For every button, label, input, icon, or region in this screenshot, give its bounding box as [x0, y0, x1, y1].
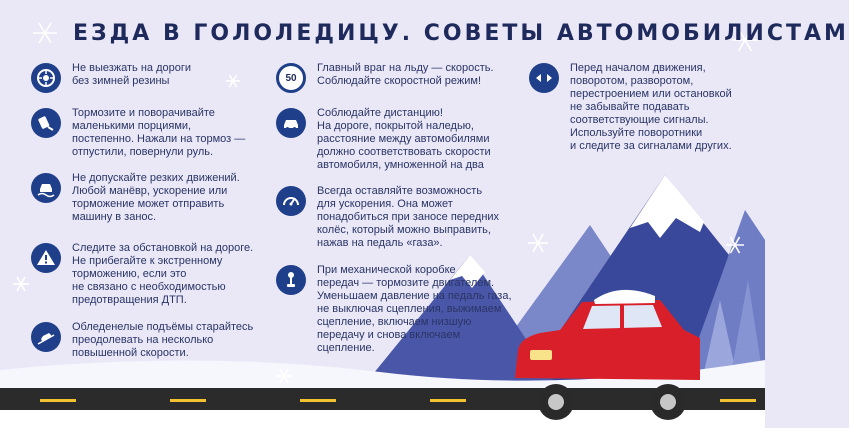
speed-limit-50-icon: [276, 63, 306, 93]
turn-signal-icon: [529, 63, 559, 93]
gear-shift-icon: [276, 265, 306, 295]
tip-text: Тормозите и поворачивайте маленькими порциями, постепенно. Нажали на тормоз — отпустили, повернули руль.: [72, 107, 246, 158]
tip-text: Не выезжать на дороги без зимней резины: [72, 62, 192, 87]
road-marking: [170, 399, 206, 402]
snowflake-icon: [33, 23, 57, 43]
tip-no-sudden-moves: [31, 172, 271, 224]
tip-text: Не допускайте резких движений. Любой манёвр, ускорение или торможение может отправить машину в занос.: [72, 172, 240, 223]
tip-text: Следите за обстановкой на дороге. Не прибегайте к экстренному торможению, если это не связано с необходимостью предотвращения ДТП.: [72, 242, 254, 306]
page-title: ЕЗДА В ГОЛОЛЕДИЦУ. СОВЕТЫ АВТОМОБИЛИСТАМ: [73, 21, 849, 46]
tip-winter-tires: [31, 62, 266, 93]
tip-icy-uphill: [31, 321, 271, 360]
speed-limit-label: 50: [285, 72, 297, 84]
road-marking: [300, 399, 336, 402]
tip-text: Главный враг на льду — скорость. Соблюдайте скоростной режим!: [317, 62, 494, 87]
tip-text: Всегда оставляйте возможность для ускорения. Она может понадобиться при заносе передних колёс, который можно выправить, нажав на педаль «газа».: [317, 185, 500, 249]
tip-keep-distance: [276, 107, 516, 172]
brake-pedal-icon: [31, 108, 61, 138]
tip-text: При механической коробке передач — тормозите двигателем. Уменьшаем давление на педаль газа, не выключая сцепления, выжимаем сцепление, включаем низшую передачу и снова включаем сцепление.: [317, 264, 512, 354]
tip-engine-braking: [276, 264, 516, 355]
car-distance-icon: [276, 108, 306, 138]
skidding-car-icon: [31, 173, 61, 203]
tire-icon: [31, 63, 61, 93]
road: [0, 388, 765, 410]
snowflake-icon: [528, 234, 548, 252]
tip-text: Соблюдайте дистанцию! На дороге, покрытой наледью, расстояние между автомобилями должно соответствовать скорости автомобиля, умноженной на два: [317, 107, 491, 171]
tip-turn-signals: [529, 62, 761, 153]
tip-speed-limit: [276, 62, 516, 93]
road-marking: [430, 399, 466, 402]
snow-foreground: [0, 410, 765, 428]
uphill-car-icon: [31, 322, 61, 352]
road-marking: [40, 399, 76, 402]
tip-text: Обледенелые подъёмы старайтесь преодолевать на несколько повышенной скорости.: [72, 321, 254, 359]
tip-brake-gradually: [31, 107, 271, 159]
tip-keep-acceleration: [276, 185, 516, 250]
snowflake-icon: [13, 277, 29, 291]
road-marking: [720, 399, 756, 402]
speedometer-icon: [276, 186, 306, 216]
warning-icon: [31, 243, 61, 273]
tip-text: Перед началом движения, поворотом, разворотом, перестроением или остановкой не забывайте подавать соответствующие сигналы. Используйте поворотники и следите за сигналами других.: [570, 62, 732, 152]
tip-watch-road: [31, 242, 271, 307]
